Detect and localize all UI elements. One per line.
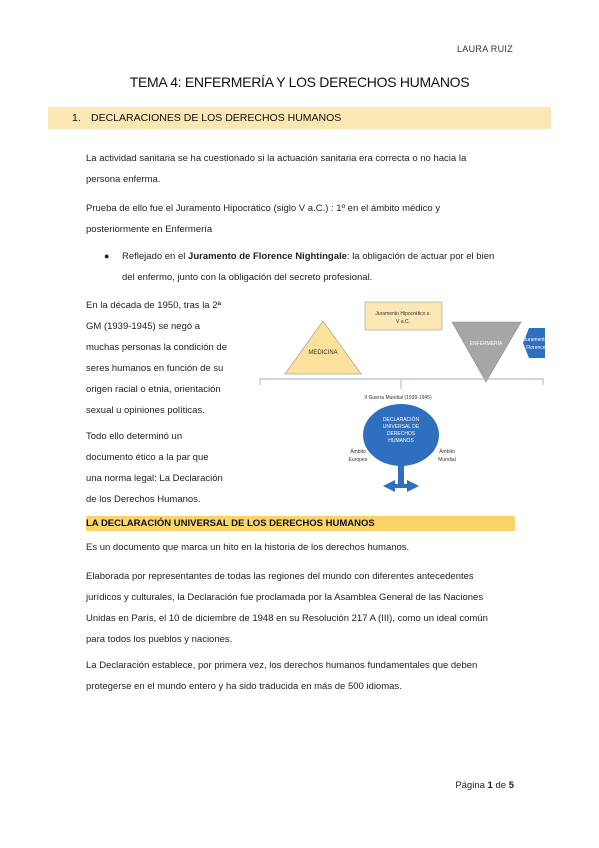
paragraph-line: posteriormente en Enfermería [86,224,213,235]
paragraph-line: La Declaración establece, por primera vez, los derechos humanos fundamentales que deben [86,660,478,671]
guerra-label: II Guerra Mundial (1939-1945) [364,395,432,401]
paragraph-line: Prueba de ello fue el Juramento Hipocrático (siglo V a.C.) : 1º en el ámbito médico y [86,203,441,214]
paragraph-line: Elaborada por representantes de todas las regiones del mundo con diferentes antecedentes [86,571,474,582]
paragraph-line: una norma legal: La Declaración [86,473,223,484]
diagram-svg [255,296,555,496]
paragraph-line: persona enferma. [86,174,161,185]
medicina-label: MEDICINA [308,350,338,356]
juramento-florence-label: Juramento de [523,337,555,343]
declaracion-label: HUMANOS [388,438,414,444]
paragraph-line: Es un documento que marca un hito en la historia de los derechos humanos. [86,542,410,553]
paragraph-line: Unidas en París, el 10 de diciembre de 1948 en su Resolución 217 A (III), como un ideal común [86,613,488,624]
footer-pagina: Página [455,780,485,791]
paragraph-line: documento ético a la par que [86,452,209,463]
declaracion-label: DECLARACIÓN [382,417,420,423]
paragraph-line: La actividad sanitaria se ha cuestionado si la actuación sanitaria era correcta o no hacia la [86,153,467,164]
paragraph-line: sexual u opiniones políticas. [86,405,205,416]
enfermeria-triangle [452,322,521,382]
enfermeria-label: ENFERMERÍA [469,341,503,347]
bullet-text [122,246,494,267]
paragraph-line: para todos los pueblos y naciones. [86,634,233,645]
juramento-florence-label: Florence N. [526,345,552,351]
juramento-hipocratico-label: Juramento Hipocrático s. [375,311,431,317]
bullet-text-line2: del enfermo, junto con la obligación del secreto profesional. [122,272,373,283]
paragraph-line: protegerse en el mundo entero y ha sido traducida en más de 500 idiomas. [86,681,402,692]
ambito-europeo-label: Europeo [348,457,368,463]
juramento-hipocratico-label: V a.C. [396,319,410,325]
section-heading-bar [48,107,551,129]
section-heading: DECLARACIONES DE LOS DERECHOS HUMANOS [91,112,342,124]
page-title: TEMA 4: ENFERMERÍA Y LOS DERECHOS HUMANOS [129,74,470,90]
footer-current-page: 1 [487,780,493,791]
subsection-heading: LA DECLARACIÓN UNIVERSAL DE LOS DERECHOS HUMANOS [86,518,375,529]
paragraph-line: En la década de 1950, tras la 2ª [86,300,222,311]
medicina-triangle [285,321,361,374]
juramento-florence-shape [523,328,545,358]
bullet-icon: ● [104,251,110,261]
ambito-mundial-label: Mundial [438,457,456,463]
subsection-heading-bar [86,516,515,531]
paragraph-line: GM (1939-1945) se negó a [86,321,201,332]
declaracion-label: UNIVERSAL DE [382,424,420,430]
author-name: LAURA RUIZ [456,44,513,54]
declaracion-stem [398,464,404,486]
ambito-mundial-label: Ámbito [439,449,455,455]
bullet-text-post: : la obligación de actuar por el bien [346,251,495,262]
footer-de: de [495,780,507,791]
arrow-shaft [394,484,408,488]
bullet-text-bold: Juramento de Florence Nightingale [188,251,347,262]
ambito-europeo-label: Ámbito [350,449,366,455]
paragraph-line: muchas personas la condición de [86,342,228,353]
arrow-right-icon [407,480,419,492]
declaracion-label: DERECHOS [386,431,416,437]
page-footer [455,780,514,791]
paragraph-line: de los Derechos Humanos. [86,494,201,505]
paragraph-line: Todo ello determinó un [86,431,183,442]
paragraph-line: seres humanos en función de su [86,363,224,374]
history-diagram [255,296,555,496]
footer-total-pages: 5 [508,780,514,791]
section-number: 1. [72,112,81,124]
arrow-left-icon [383,480,395,492]
paragraph-line: jurídicos y culturales, la Declaración fue proclamada por la Asamblea General de las Naciones [86,592,484,603]
paragraph-line: origen racial o etnia, orientación [86,384,221,395]
timeline-line [260,379,543,385]
bullet-text-pre: Reflejado en el [122,251,189,262]
